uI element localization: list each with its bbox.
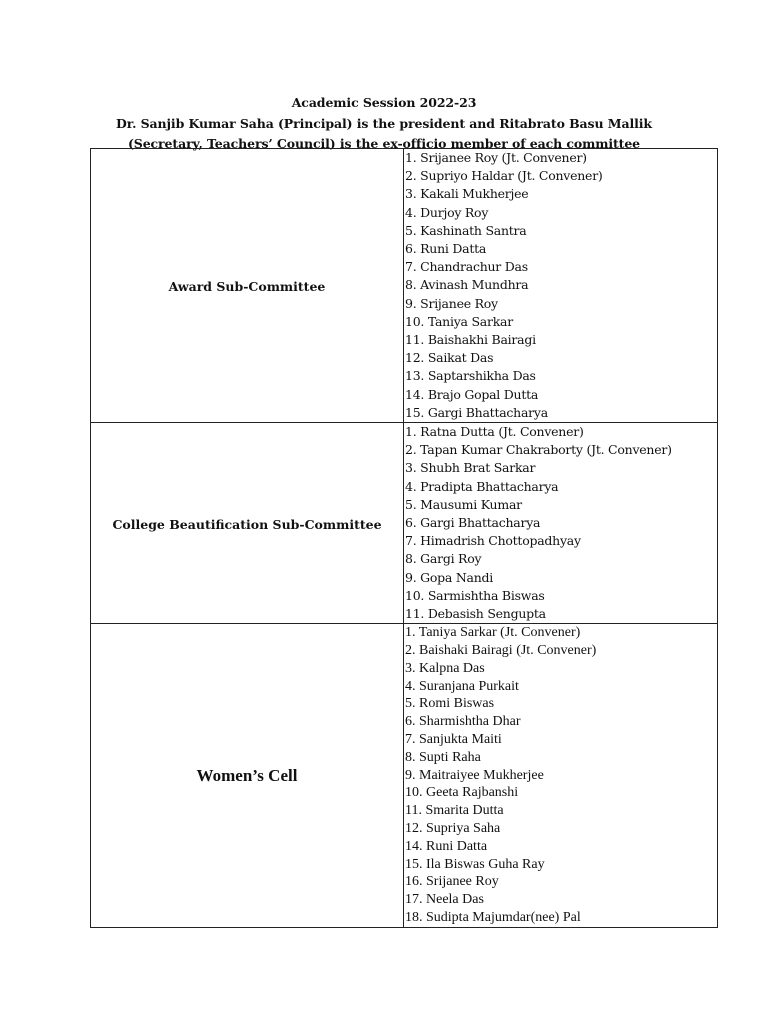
session-title: Academic Session 2022-23	[291, 95, 477, 110]
member-list	[404, 624, 717, 927]
member-item: 7. Sanjukta Maiti	[405, 732, 502, 748]
committee-row-womens-cell	[91, 624, 718, 928]
member-item: 3. Kakali Mukherjee	[405, 186, 529, 202]
member-list	[404, 423, 717, 623]
committee-name-cell	[91, 149, 404, 423]
member-item: 4. Pradipta Bhattacharya	[405, 478, 559, 494]
member-item: 14. Brajo Gopal Dutta	[405, 386, 539, 402]
member-item: 6. Sharmishtha Dhar	[405, 714, 521, 730]
member-item: 3. Shubh Brat Sarkar	[405, 460, 536, 476]
member-item: 9. Srijanee Roy	[405, 295, 498, 311]
member-list-cell	[404, 423, 718, 624]
member-item: 1. Taniya Sarkar (Jt. Convener)	[405, 625, 581, 641]
member-item: 2. Supriyo Haldar (Jt. Convener)	[405, 168, 603, 184]
member-item: 7. Chandrachur Das	[405, 259, 528, 275]
member-item: 16. Srijanee Roy	[405, 874, 499, 890]
member-list-cell	[404, 149, 718, 423]
member-item: 1. Srijanee Roy (Jt. Convener)	[405, 150, 587, 165]
header-line-president: Dr. Sanjib Kumar Saha (Principal) is the president and Ritabrato Basu Mallik	[116, 115, 652, 131]
member-item: 11. Baishakhi Bairagi	[405, 332, 536, 348]
member-item: 8. Gargi Roy	[405, 551, 482, 567]
member-item: 7. Himadrish Chottopadhyay	[405, 533, 581, 549]
member-item: 1. Ratna Dutta (Jt. Convener)	[405, 424, 584, 440]
member-item: 4. Durjoy Roy	[405, 204, 489, 220]
member-item: 11. Debasish Sengupta	[405, 606, 546, 622]
member-item: 3. Kalpna Das	[405, 660, 485, 676]
member-item: 8. Supti Raha	[405, 749, 481, 765]
member-item: 14. Runi Datta	[405, 838, 488, 854]
member-item: 5. Romi Biswas	[405, 696, 495, 712]
member-item: 9. Maitraiyee Mukherjee	[405, 767, 544, 783]
committee-name: Women’s Cell	[196, 765, 298, 785]
member-item: 2. Tapan Kumar Chakraborty (Jt. Convener)	[405, 442, 672, 458]
member-item: 4. Suranjana Purkait	[405, 678, 519, 694]
member-item: 5. Mausumi Kumar	[405, 496, 522, 512]
member-item: 12. Saikat Das	[405, 350, 494, 366]
member-list	[404, 149, 717, 422]
member-item: 13. Saptarshikha Das	[405, 368, 536, 384]
member-item: 6. Gargi Bhattacharya	[405, 515, 541, 531]
committee-row-award	[91, 149, 718, 423]
member-item: 17. Neela Das	[405, 892, 484, 908]
committee-name: College Beautification Sub-Committee	[112, 516, 382, 532]
member-item: 10. Sarmishtha Biswas	[405, 587, 545, 603]
member-item: 9. Gopa Nandi	[405, 569, 494, 585]
member-item: 15. Ila Biswas Guha Ray	[405, 856, 545, 872]
committee-name-cell	[91, 423, 404, 624]
member-item: 8. Avinash Mundhra	[405, 277, 529, 293]
member-item: 2. Baishaki Bairagi (Jt. Convener)	[405, 643, 597, 659]
member-item: 10. Geeta Rajbanshi	[405, 785, 519, 801]
member-item: 6. Runi Datta	[405, 241, 487, 257]
committee-row-beautification	[91, 423, 718, 624]
member-list-cell	[404, 624, 718, 928]
committee-name: Award Sub-Committee	[168, 279, 326, 295]
member-item: 10. Taniya Sarkar	[405, 313, 513, 329]
committee-name-cell	[91, 624, 404, 928]
member-item: 11. Smarita Dutta	[405, 803, 504, 819]
member-item: 15. Gargi Bhattacharya	[405, 404, 548, 420]
committee-table	[90, 148, 718, 928]
member-item: 18. Sudipta Majumdar(nee) Pal	[405, 910, 581, 926]
member-item: 5. Kashinath Santra	[405, 222, 527, 238]
member-item: 12. Supriya Saha	[405, 821, 501, 837]
document-header	[0, 93, 768, 155]
header-line-secretary: (Secretary, Teachers’ Council) is the ex-officio member of each committee	[127, 136, 641, 151]
